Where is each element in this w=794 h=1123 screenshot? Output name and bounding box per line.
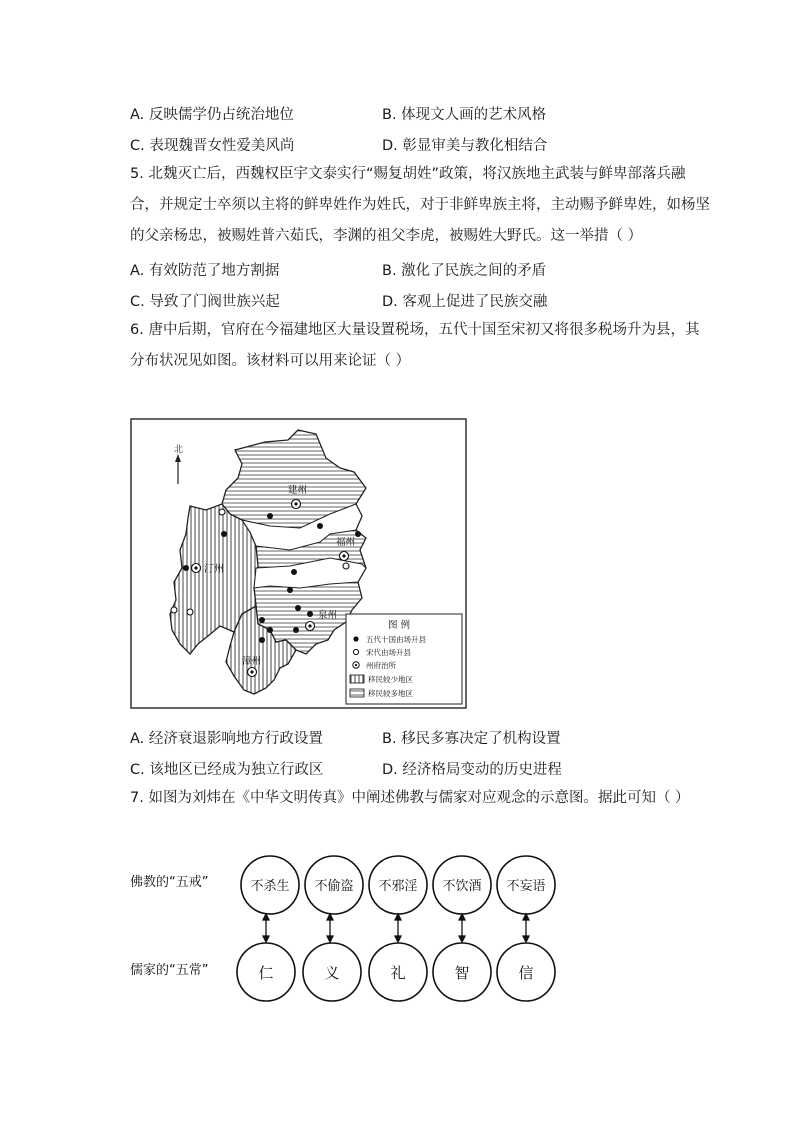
song-county-marker — [187, 609, 193, 615]
song-county-marker — [343, 563, 349, 569]
song-county-marker — [219, 509, 225, 515]
five-dynasties-county-marker — [259, 637, 265, 643]
q6-option-a: A. 经济衰退影响地方行政设置 — [130, 731, 323, 747]
q6-option-b: B. 移民多寡决定了机构设置 — [382, 731, 561, 747]
city-label-tingzhou: 汀州 — [204, 564, 224, 575]
prefecture-seat-icon — [306, 622, 315, 631]
five-dynasties-county-marker — [307, 611, 313, 617]
precept-label: 不偷盗 — [314, 879, 354, 894]
prefecture-seat-icon — [292, 500, 301, 509]
q4-option-b: B. 体现文人画的艺术风格 — [382, 107, 547, 123]
five-dynasties-county-marker — [267, 627, 273, 633]
precept-label: 不邪淫 — [378, 879, 418, 894]
legend-item: 移民较少地区 — [368, 675, 413, 684]
virtue-label: 信 — [518, 964, 534, 982]
city-label-jianzhou: 建州 — [288, 485, 308, 496]
legend-item: 宋代由场升县 — [366, 648, 411, 657]
precept-label: 不杀生 — [250, 879, 290, 894]
correspondence-arrow-icon — [263, 914, 269, 942]
five-dynasties-county-marker — [267, 513, 273, 519]
virtue-label: 礼 — [390, 964, 406, 982]
legend-prefecture-seat-icon — [353, 662, 359, 668]
five-dynasties-county-marker — [291, 569, 297, 575]
virtue-label: 仁 — [258, 964, 274, 982]
five-dynasties-county-marker — [259, 617, 265, 623]
precept-label: 不妄语 — [506, 879, 546, 894]
q5-stem-line: 5. 北魏灭亡后，西魏权臣宇文泰实行“赐复胡姓”政策，将汉族地主武装与鲜卑部落兵融 — [130, 166, 686, 182]
q4-option-a: A. 反映儒学仍占统治地位 — [130, 107, 294, 123]
prefecture-seat-icon — [248, 668, 257, 677]
city-label-quanzhou: 泉州 — [318, 610, 338, 621]
legend-filled-dot-icon — [353, 636, 358, 641]
buddhism-confucianism-diagram — [128, 848, 568, 1020]
legend-item: 五代十国由场升县 — [366, 635, 426, 644]
q5-option-d: D. 客观上促进了民族交融 — [382, 294, 548, 310]
city-label-zhangzhou: 漳州 — [242, 656, 262, 667]
legend-open-circle-icon — [353, 649, 358, 654]
city-label-fuzhou: 福州 — [336, 537, 356, 548]
prefecture-seat-icon — [340, 552, 349, 561]
correspondence-arrow-icon — [327, 914, 333, 942]
q6-stem-line: 6. 唐中后期，官府在今福建地区大量设置税场，五代十国至宋初又将很多税场升为县，其 — [130, 322, 700, 338]
q7-stem — [130, 783, 730, 814]
q4-option-d: D. 彰显审美与教化相结合 — [382, 138, 548, 154]
correspondence-arrow-icon — [395, 914, 401, 942]
five-dynasties-county-marker — [287, 587, 293, 593]
five-dynasties-county-marker — [221, 531, 227, 537]
q5-stem-line: 的父亲杨忠，被赐姓普六茹氏，李渊的祖父李虎，被赐姓大野氏。这一举措（ ） — [130, 228, 643, 244]
row-label-five-constants: 儒家的“五常” — [130, 963, 209, 978]
legend-horizontal-stripe-swatch — [350, 689, 364, 697]
legend-item: 移民较多地区 — [368, 689, 413, 698]
song-county-marker — [171, 607, 177, 613]
five-dynasties-county-marker — [317, 523, 323, 529]
q5-stem-line: 合，并规定士卒须以主将的鲜卑姓作为姓氏，对于非鲜卑族主将，主动赐予鲜卑姓，如杨坚 — [130, 197, 710, 213]
correspondence-arrow-icon — [459, 914, 465, 942]
precept-label: 不饮酒 — [442, 879, 482, 894]
q5-option-c: C. 导致了门阀世族兴起 — [130, 294, 280, 310]
five-dynasties-county-marker — [183, 565, 189, 571]
q5-stem — [130, 159, 710, 252]
five-dynasties-county-marker — [293, 627, 299, 633]
q4-option-c: C. 表现魏晋女性爱美风尚 — [130, 138, 295, 154]
legend-item: 州府治所 — [366, 661, 396, 670]
q7-stem-line: 7. 如图为刘炜在《中华文明传真》中阐述佛教与儒家对应观念的示意图。据此可知（ ） — [130, 790, 690, 806]
q6-stem — [130, 315, 700, 377]
five-dynasties-county-marker — [295, 605, 301, 611]
virtue-label: 义 — [324, 964, 340, 982]
fujian-tax-map — [130, 418, 468, 710]
legend-vertical-stripe-swatch — [350, 675, 364, 683]
five-dynasties-county-marker — [355, 531, 361, 537]
q6-option-c: C. 该地区已经成为独立行政区 — [130, 762, 324, 778]
q5-option-b: B. 激化了民族之间的矛盾 — [382, 263, 547, 279]
prefecture-seat-icon — [192, 564, 201, 573]
q6-option-d: D. 经济格局变动的历史进程 — [382, 762, 562, 778]
north-label: 北 — [174, 445, 184, 455]
legend-title: 图 例 — [388, 620, 411, 631]
q6-stem-line: 分布状况见如图。该材料可以用来论证（ ） — [130, 353, 411, 369]
q5-option-a: A. 有效防范了地方割据 — [130, 263, 280, 279]
virtue-label: 智 — [454, 964, 470, 982]
row-label-five-precepts: 佛教的“五戒” — [130, 875, 209, 890]
correspondence-arrow-icon — [523, 914, 529, 942]
